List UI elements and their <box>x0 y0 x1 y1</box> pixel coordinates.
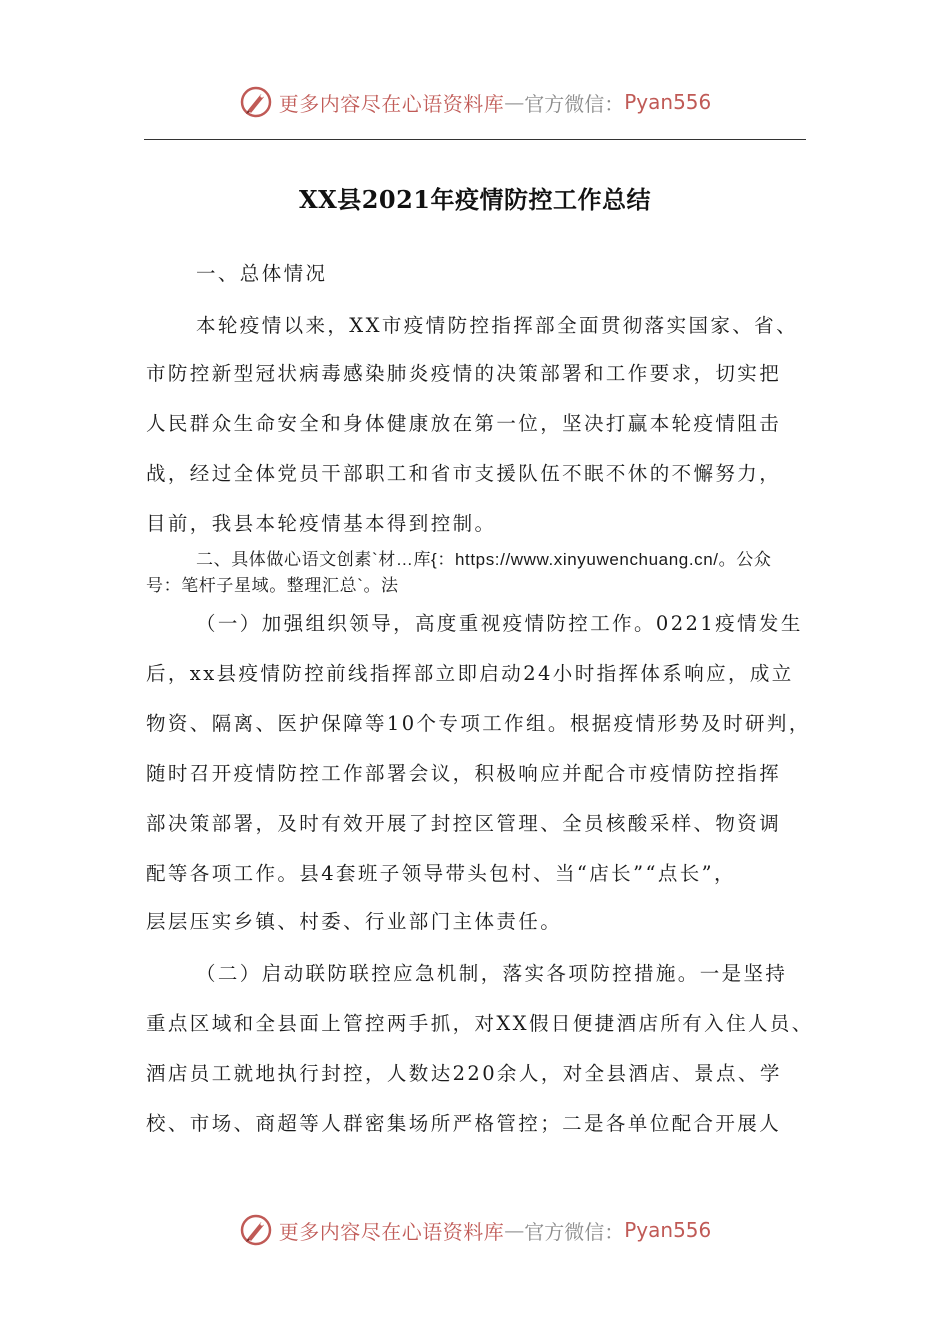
paragraph-line: 本轮疫情以来，XX市疫情防控指挥部全面贯彻落实国家、省、 <box>196 314 798 337</box>
paragraph-line: 酒店员工就地执行封控，人数达220余人，对全县酒店、景点、学 <box>146 1062 782 1085</box>
document-title: XX县2021年疫情防控工作总结 <box>298 185 652 214</box>
banner-wechat-id: Pyan556 <box>624 1218 712 1242</box>
banner-wechat-label: 官方微信： <box>524 1219 625 1244</box>
watermark-line: 二、具体做心语文创素`材…库{：https://www.xinyuwenchuang.cn/。公众 <box>196 550 772 569</box>
header-banner <box>0 82 950 122</box>
header-divider <box>144 139 806 140</box>
paragraph-line: 后，xx县疫情防控前线指挥部立即启动24小时指挥体系响应，成立 <box>146 662 794 685</box>
paragraph-line: 物资、隔离、医护保障等10个专项工作组。根据疫情形势及时研判， <box>146 712 811 735</box>
footer-banner <box>0 1210 950 1250</box>
paragraph-line: （二）启动联防联控应急机制，落实各项防控措施。一是坚持 <box>196 962 788 985</box>
paragraph-line: 目前，我县本轮疫情基本得到控制。 <box>146 512 497 535</box>
section-heading: 一、总体情况 <box>196 262 328 285</box>
paragraph-line: 校、市场、商超等人群密集场所严格管控；二是各单位配合开展人 <box>146 1112 782 1135</box>
banner-dash: — <box>504 1218 525 1242</box>
paragraph-line: 人民群众生命安全和身体健康放在第一位，坚决打赢本轮疫情阻击 <box>146 412 782 435</box>
paragraph-line: 随时召开疫情防控工作部署会议，积极响应并配合市疫情防控指挥 <box>146 762 782 785</box>
banner-text: 更多内容尽在心语资料库 <box>278 91 505 116</box>
banner-dash: — <box>504 90 525 114</box>
paragraph-line: 配等各项工作。县4套班子领导带头包村、当“店长”“点长”， <box>146 862 736 885</box>
banner-wechat-label: 官方微信： <box>524 91 625 116</box>
paragraph-line: 市防控新型冠状病毒感染肺炎疫情的决策部署和工作要求，切实把 <box>146 362 782 385</box>
paragraph-line: （一）加强组织领导，高度重视疫情防控工作。0221疫情发生 <box>196 612 803 635</box>
paragraph-line: 层层压实乡镇、村委、行业部门主体责任。 <box>146 910 563 933</box>
pen-logo-icon <box>239 85 273 119</box>
pen-logo-icon <box>239 1213 273 1247</box>
paragraph-line: 重点区域和全县面上管控两手抓，对XX假日便捷酒店所有入住人员、 <box>146 1012 814 1035</box>
paragraph-line: 部决策部署，及时有效开展了封控区管理、全员核酸采样、物资调 <box>146 812 782 835</box>
banner-wechat-id: Pyan556 <box>624 90 712 114</box>
banner-text: 更多内容尽在心语资料库 <box>278 1219 505 1244</box>
paragraph-line: 战，经过全体党员干部职工和省市支援队伍不眠不休的不懈努力， <box>146 462 782 485</box>
watermark-line: 号：笔杆子星域。整理汇总`。法 <box>146 576 399 595</box>
